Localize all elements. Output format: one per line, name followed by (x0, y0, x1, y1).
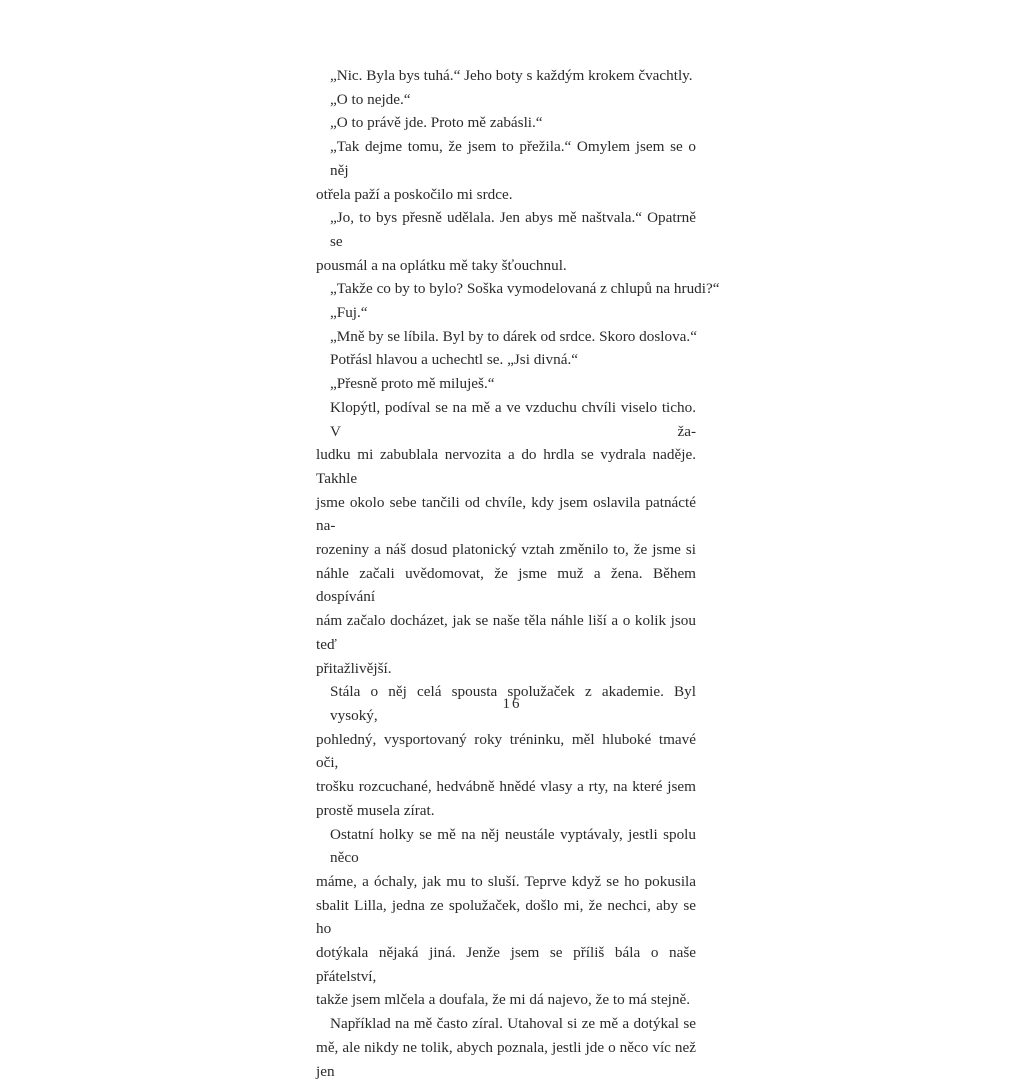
text-line: Například na mě často zíral. Utahoval si ze mě a dotýkal se (330, 1015, 696, 1033)
text-line: „O to právě jde. Proto mě zabásli.“ (330, 114, 543, 132)
text-line: otřela paží a poskočilo mi srdce. (316, 185, 513, 203)
text-line: „Přesně proto mě miluješ.“ (330, 375, 495, 393)
text-line: jsme okolo sebe tančili od chvíle, kdy jsem oslavila patnácté na- (316, 493, 696, 535)
text-line: ludku mi zabublala nervozita a do hrdla se vydrala naděje. Takhle (316, 446, 696, 487)
text-line: prostě musela zírat. (316, 801, 435, 819)
text-line: Ostatní holky se mě na něj neustále vyptávaly, jestli spolu něco (330, 825, 696, 867)
text-line: trošku rozcuchané, hedvábně hnědé vlasy a rty, na které jsem (316, 778, 696, 796)
text-line: Stála o něj celá spousta spolužaček z akademie. Byl vysoký, (330, 683, 696, 724)
text-line: Potřásl hlavou a uchechtl se. „Jsi divná.“ (330, 351, 578, 369)
text-line: pohledný, vysportovaný roky tréninku, měl hluboké tmavé oči, (316, 730, 696, 772)
text-line: dotýkala nějaká jiná. Jenže jsem se příliš bála o naše přátelství, (316, 944, 696, 985)
text-line: náhle začali uvědomovat, že jsme muž a žena. Během dospívání (316, 564, 696, 606)
text-line: „O to nejde.“ (330, 90, 411, 108)
text-line: máme, a óchaly, jak mu to sluší. Teprve když se ho pokusila (316, 872, 696, 890)
text-line: přitažlivější. (316, 659, 392, 677)
text-line: rozeniny a náš dosud platonický vztah změnilo to, že jsme si (316, 541, 696, 559)
page-number: 16 (502, 696, 522, 712)
text-line: „Fuj.“ (330, 304, 368, 322)
text-line: „Tak dejme tomu, že jsem to přežila.“ Omylem jsem se o něj (330, 138, 696, 179)
text-line: sbalit Lilla, jedna ze spolužaček, došlo mi, že nechci, aby se ho (316, 896, 696, 938)
text-line: „Mně by se líbila. Byl by to dárek od srdce. Skoro doslova.“ (330, 327, 697, 345)
text-line: pousmál a na oplátku mě taky šťouchnul. (316, 256, 567, 274)
text-line: nám začalo docházet, jak se naše těla náhle liší a o kolik jsou teď (316, 612, 696, 653)
text-line: „Nic. Byla bys tuhá.“ Jeho boty s každým krokem čvachtly. (330, 67, 693, 84)
text-line: „Jo, to bys přesně udělala. Jen abys mě naštvala.“ Opatrně se (330, 209, 696, 250)
text-line: mě, ale nikdy ne tolik, abych poznala, jestli jde o něco víc než jen (316, 1038, 696, 1080)
text-line: Klopýtl, podíval se na mě a ve vzduchu chvíli viselo ticho. V ža- (330, 398, 696, 440)
text-line: takže jsem mlčela a doufala, že mi dá najevo, že to má stejně. (316, 991, 691, 1009)
text-line: „Takže co by to bylo? Soška vymodelovaná z chlupů na hrudi?“ (330, 280, 720, 298)
body-text (316, 64, 720, 1083)
